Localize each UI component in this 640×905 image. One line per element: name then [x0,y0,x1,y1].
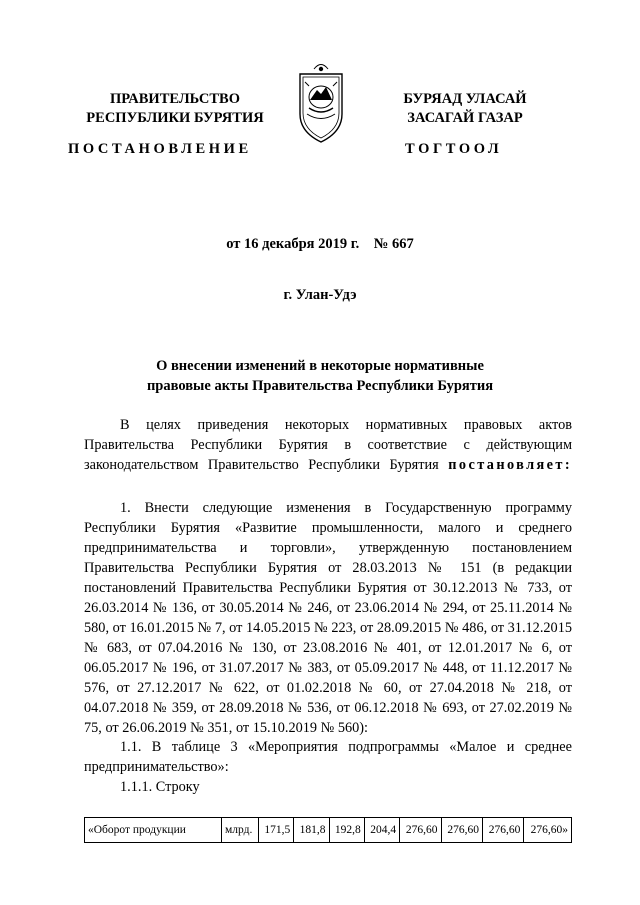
row-value: 192,8 [329,818,364,843]
row-value: 276,60 [400,818,441,843]
preamble-decree: постановляет: [448,457,572,473]
row-value: 276,60 [482,818,523,843]
doc-type-right: ТОГТООЛ [405,141,503,157]
coat-of-arms-icon [296,60,346,144]
city: г. Улан-Удэ [283,287,357,303]
item-1: 1. Внести следующие изменения в Государственную программу Республики Бурятия «Развитие промышленности, малого и среднего предпринимательства и торговли», утвержденную постановлением Правительства Республики Бурятия от 28.03.2013 № 151 (в редакции постановлений Правительства Республики Бурятия от 30.12.2013 № 733, от 26.03.2014 № 136, от 30.05.2014 № 246, от 23.06.2014 № 294, от 25.11.2014 № 580, от 16.01.2015 № 7, от 14.05.2015 № 223, от 28.09.2015 № 486, от 31.12.2015 № 683, от 07.04.2016 № 130, от 23.08.2016 № 401, от 12.01.2017 № 6, от 06.05.2017 № 196, от 31.07.2017 № 383, от 05.09.2017 № 448, от 11.12.2017 № 576, от 27.12.2017 № 622, от 01.02.2018 № 60, от 27.04.2018 № 218, от 04.07.2018 № 359, от 28.09.2018 № 536, от 06.12.2018 № 693, от 27.02.2019 № 75, от 26.06.2019 № 351, от 15.10.2019 № 560): [84,500,572,736]
title-line2: правовые акты Правительства Республики Бурятия [146,378,494,394]
header-left-line2: РЕСПУБЛИКИ БУРЯТИЯ [86,110,264,126]
header-left-line1: ПРАВИТЕЛЬСТВО [110,91,240,107]
header-left [70,90,280,128]
header-right-line2: ЗАСАГАЙ ГАЗАР [407,110,523,126]
doc-type-left: ПОСТАНОВЛЕНИЕ [68,141,252,157]
preamble [84,415,572,475]
preamble-text: В целях приведения некоторых нормативных правовых актов Правительства Республики Бурятия в соответствие с действующим законодательством Правительство Республики Бурятия [84,417,572,473]
item-1-1-1: 1.1.1. Строку [120,779,200,795]
row-unit: млрд. [222,818,259,843]
header-right-line1: БУРЯАД УЛАСАЙ [403,91,527,107]
row-value: 204,4 [364,818,399,843]
date-number: от 16 декабря 2019 г. № 667 [226,236,414,252]
row-value: 276,60» [524,818,572,843]
header-right [360,90,570,128]
row-value: 276,60 [441,818,482,843]
row-name: «Оборот продукции [85,818,222,843]
table-row [84,817,572,843]
row-value: 181,8 [294,818,329,843]
title-line1: О внесении изменений в некоторые нормативные [156,358,484,374]
item-1-1: 1.1. В таблице 3 «Мероприятия подпрограммы «Малое и среднее предпринимательство»: [84,739,572,775]
row-value: 171,5 [259,818,294,843]
